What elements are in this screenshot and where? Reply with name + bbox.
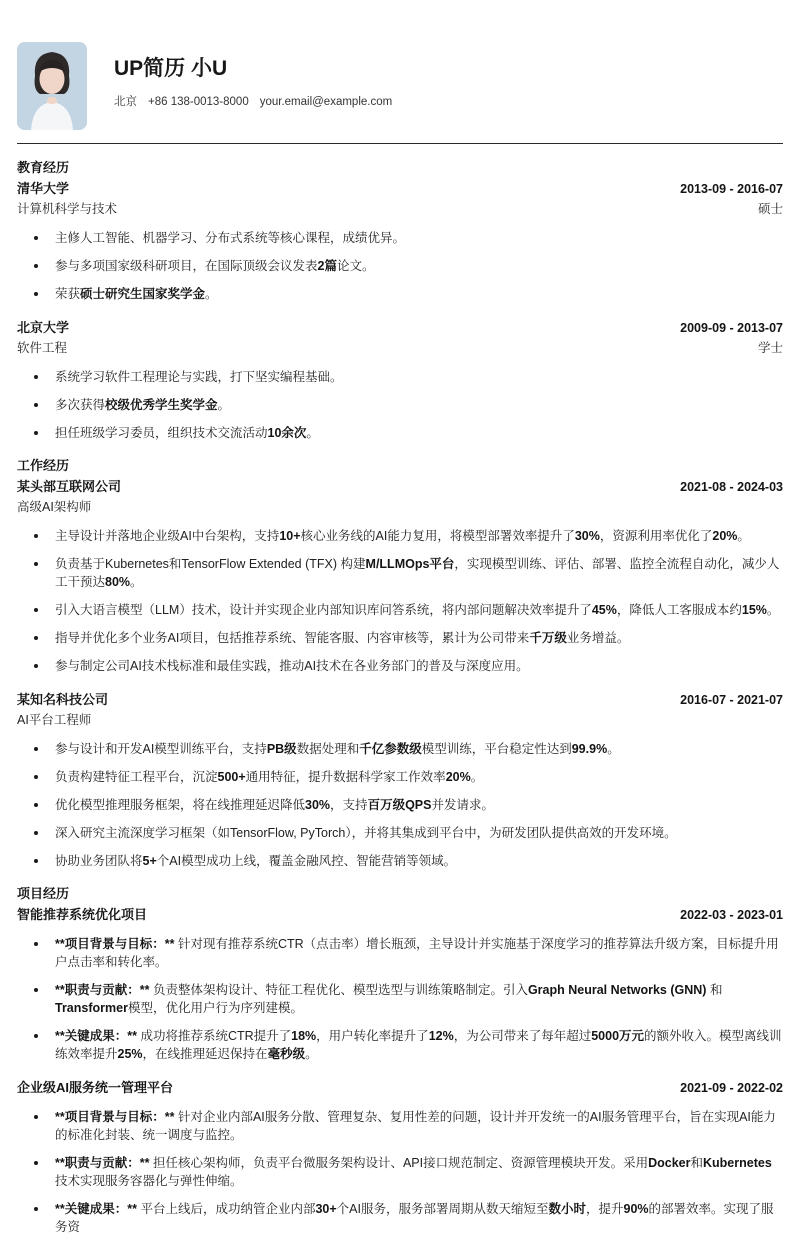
entry-head: [17, 1078, 783, 1098]
bold-text: 5000万元: [591, 1029, 645, 1043]
entry-role: 计算机科学与技术: [17, 202, 118, 216]
bold-text: 千亿参数级: [359, 742, 422, 756]
entry-heading: 某头部互联网公司: [17, 479, 122, 494]
bullet-item: **关键成果：** 成功将推荐系统CTR提升了18%，用户转化率提升了12%，为公司带来了每年超过5000万元的额外收入。模型离线训练效率提升25%，在线推理延迟保持在毫秒级。: [17, 1027, 783, 1063]
contact-line: [114, 95, 392, 110]
bold-text: 硕士研究生国家奖学金: [80, 287, 206, 301]
entry-dates: 2013-09 - 2016-07: [680, 182, 783, 196]
location-text: 北京: [114, 96, 137, 108]
bold-text: **职责与贡献：**: [55, 1156, 150, 1170]
bullet-item: 引入大语言模型（LLM）技术，设计并实现企业内部知识库问答系统，将内部问题解决效率提升了45%，降低人工客服成本约15%。: [17, 601, 783, 619]
entry: [17, 477, 783, 675]
bullet-item: 参与多项国家级科研项目，在国际顶级会议发表2篇论文。: [17, 257, 783, 275]
entry-dates: 2021-08 - 2024-03: [680, 480, 783, 494]
resume-header: [17, 42, 783, 130]
bold-text: 20%: [712, 529, 738, 543]
entry-role: 高级AI架构师: [17, 500, 92, 514]
bold-text: PB级: [266, 742, 297, 756]
section-education: [17, 159, 783, 442]
bullet-item: 系统学习软件工程理论与实践，打下坚实编程基础。: [17, 368, 783, 386]
person-portrait-icon: [17, 42, 87, 130]
bullet-list: [17, 527, 783, 675]
bold-text: 20%: [445, 770, 471, 784]
bullet-item: 参与制定公司AI技术栈标准和最佳实践，推动AI技术在各业务部门的普及与深度应用。: [17, 657, 783, 675]
bullet-item: **职责与贡献：** 负责整体架构设计、特征工程优化、模型选型与训练策略制定。引入Graph Neural Networks (GNN) 和Transformer模型，优化用户行为序列建模。: [17, 981, 783, 1017]
entry-dates: 2009-09 - 2013-07: [680, 321, 783, 335]
section-title: 项目经历: [17, 886, 70, 901]
entry-subhead: [17, 338, 783, 358]
bullet-item: 主导设计并落地企业级AI中台架构，支持10+核心业务线的AI能力复用，将模型部署效率提升了30%，资源利用率优化了20%。: [17, 527, 783, 545]
entry: [17, 690, 783, 870]
entry-subhead: [17, 710, 783, 730]
entry-subhead: [17, 199, 783, 219]
bold-text: Kubernetes: [703, 1156, 772, 1170]
bullet-item: 协助业务团队将5+个AI模型成功上线，覆盖金融风控、智能营销等领域。: [17, 852, 783, 870]
section-title: 教育经历: [17, 160, 70, 175]
bold-text: Transformer: [55, 1001, 128, 1015]
bullet-item: 负责基于Kubernetes和TensorFlow Extended (TFX) 构建M/LLMOps平台，实现模型训练、评估、部署、监控全流程自动化，减少人工干预达80%。: [17, 555, 783, 591]
entry-dates: 2022-03 - 2023-01: [680, 908, 783, 922]
bullet-item: 深入研究主流深度学习框架（如TensorFlow, PyTorch），并将其集成到平台中，为研发团队提供高效的开发环境。: [17, 824, 783, 842]
entry-head: [17, 905, 783, 925]
entry-dates: 2021-09 - 2022-02: [680, 1081, 783, 1095]
bold-text: **项目背景与目标：**: [55, 937, 175, 951]
bullet-item: 指导并优化多个业务AI项目，包括推荐系统、智能客服、内容审核等，累计为公司带来千万级业务增益。: [17, 629, 783, 647]
candidate-name: UP简历 小U: [114, 57, 228, 80]
bold-text: 45%: [591, 603, 617, 617]
bold-text: 15%: [741, 603, 767, 617]
entry-subhead: [17, 497, 783, 517]
bold-text: 校级优秀学生奖学金: [105, 398, 218, 412]
entry-heading: 某知名科技公司: [17, 692, 109, 707]
phone-text: +86 138-0013-8000: [148, 96, 249, 108]
bullet-item: 参与设计和开发AI模型训练平台，支持PB级数据处理和千亿参数级模型训练，平台稳定性达到99.9%。: [17, 740, 783, 758]
bold-text: Graph Neural Networks (GNN): [527, 983, 707, 997]
entry: [17, 318, 783, 442]
bold-text: 80%: [105, 575, 131, 589]
bold-text: 30%: [574, 529, 600, 543]
bold-text: **关键成果：**: [55, 1029, 137, 1043]
bullet-item: 荣获硕士研究生国家奖学金。: [17, 285, 783, 303]
bold-text: 数小时: [548, 1202, 586, 1216]
bold-text: 10+: [279, 529, 301, 543]
entry-heading: 智能推荐系统优化项目: [17, 907, 148, 922]
bullet-item: **关键成果：** 平台上线后，成功纳管企业内部30+个AI服务，服务部署周期从数天缩短至数小时，提升90%的部署效率。实现了服务资: [17, 1200, 783, 1236]
entry-dates: 2016-07 - 2021-07: [680, 693, 783, 707]
bullet-item: 担任班级学习委员，组织技术交流活动10余次。: [17, 424, 783, 442]
entry: [17, 905, 783, 1063]
profile-photo: [17, 42, 87, 130]
entry-degree: 硕士: [757, 202, 783, 216]
entry: [17, 1078, 783, 1236]
section-title: 工作经历: [17, 458, 70, 473]
bold-text: 2篇: [317, 259, 337, 273]
bullet-list: [17, 229, 783, 303]
bold-text: M/LLMOps平台: [365, 557, 455, 571]
bullet-item: 主修人工智能、机器学习、分布式系统等核心课程，成绩优异。: [17, 229, 783, 247]
bullet-item: **项目背景与目标：** 针对企业内部AI服务分散、管理复杂、复用性差的问题，设计并开发统一的AI服务管理平台，旨在实现AI能力的标准化封装、统一调度与监控。: [17, 1108, 783, 1144]
header-divider: [17, 143, 783, 144]
bullet-list: [17, 740, 783, 870]
email-text: your.email@example.com: [259, 96, 393, 108]
section-projects: [17, 885, 783, 1236]
bold-text: 18%: [291, 1029, 317, 1043]
bullet-list: [17, 1108, 783, 1236]
bullet-list: [17, 935, 783, 1063]
entry-head: [17, 690, 783, 710]
bullet-item: 多次获得校级优秀学生奖学金。: [17, 396, 783, 414]
entry-heading: 企业级AI服务统一管理平台: [17, 1080, 174, 1095]
sections-root: [17, 159, 783, 1236]
bold-text: 25%: [117, 1047, 143, 1061]
bullet-item: 优化模型推理服务框架，将在线推理延迟降低30%，支持百万级QPS并发请求。: [17, 796, 783, 814]
bold-text: 百万级QPS: [367, 798, 432, 812]
bullet-item: 负责构建特征工程平台，沉淀500+通用特征，提升数据科学家工作效率20%。: [17, 768, 783, 786]
bold-text: 5+: [142, 854, 157, 868]
bold-text: 500+: [217, 770, 246, 784]
bold-text: **项目背景与目标：**: [55, 1110, 175, 1124]
header-info: [114, 42, 392, 110]
bullet-item: **职责与贡献：** 担任核心架构师，负责平台微服务架构设计、API接口规范制定、资源管理模块开发。采用Docker和Kubernetes技术实现服务容器化与弹性伸缩。: [17, 1154, 783, 1190]
section-work: [17, 457, 783, 870]
entry-role: 软件工程: [17, 341, 68, 355]
bold-text: Docker: [648, 1156, 691, 1170]
bullet-item: **项目背景与目标：** 针对现有推荐系统CTR（点击率）增长瓶颈，主导设计并实施基于深度学习的推荐算法升级方案，目标提升用户点击率和转化率。: [17, 935, 783, 971]
bold-text: 12%: [428, 1029, 454, 1043]
bold-text: 30%: [305, 798, 331, 812]
entry-head: [17, 318, 783, 338]
bold-text: **关键成果：**: [55, 1202, 137, 1216]
entry: [17, 179, 783, 303]
entry-head: [17, 477, 783, 497]
entry-degree: 学士: [757, 341, 783, 355]
entry-heading: 北京大学: [17, 320, 70, 335]
bold-text: 30+: [315, 1202, 337, 1216]
entry-head: [17, 179, 783, 199]
bullet-list: [17, 368, 783, 442]
bold-text: **职责与贡献：**: [55, 983, 150, 997]
bold-text: 10余次: [267, 426, 307, 440]
bold-text: 90%: [623, 1202, 649, 1216]
bold-text: 千万级: [529, 631, 567, 645]
bold-text: 毫秒级: [267, 1047, 306, 1061]
entry-heading: 清华大学: [17, 181, 70, 196]
bold-text: 99.9%: [571, 742, 608, 756]
entry-role: AI平台工程师: [17, 713, 92, 727]
